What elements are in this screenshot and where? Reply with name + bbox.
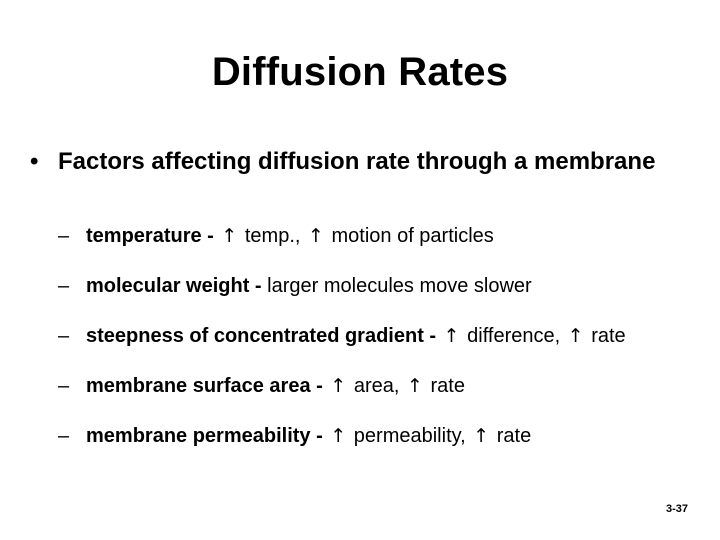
sub-bullet-term: temperature - [86,225,214,247]
up-arrow-icon: ↑ [407,375,423,397]
sub-bullet-item [58,220,718,270]
dash-marker: – [58,375,70,397]
page-number: 3-37 [665,503,688,515]
sub-bullet-item [58,270,718,320]
sub-bullet-item [58,370,718,420]
dash-marker: – [58,425,70,447]
up-arrow-icon: ↑ [308,225,324,247]
up-arrow-icon: ↑ [567,325,584,347]
sub-bullet-detail: rate [430,375,465,397]
sub-bullet-detail: permeability, [353,425,466,447]
dash-marker: – [58,225,70,247]
sub-bullet-detail: rate [591,325,626,347]
dash-marker: – [58,275,70,297]
sub-bullet-list [58,220,718,470]
sub-bullet-detail: temp., [244,225,301,247]
sub-bullet-detail: larger molecules move slower [267,275,532,297]
sub-bullet-item [58,320,718,370]
bullet-marker: • [30,148,39,175]
up-arrow-icon: ↑ [443,325,460,347]
sub-bullet-term: steepness of concentrated gradient - [86,325,437,347]
sub-bullet-term: molecular weight - [86,275,262,297]
up-arrow-icon: ↑ [330,425,347,447]
slide-title: Diffusion Rates [211,50,509,94]
up-arrow-icon: ↑ [221,225,238,247]
sub-bullet-detail: rate [496,425,532,447]
sub-bullet-detail: motion of particles [331,225,494,247]
up-arrow-icon: ↑ [330,375,347,397]
sub-bullet-term: membrane permeability - [86,425,323,447]
main-bullet [30,146,670,178]
up-arrow-icon: ↑ [473,425,490,447]
dash-marker: – [58,325,70,347]
main-bullet-text: Factors affecting diffusion rate through a membrane [58,148,656,175]
sub-bullet-detail: area, [353,375,400,397]
sub-bullet-item [58,420,718,470]
sub-bullet-detail: difference, [467,325,561,347]
sub-bullet-term: membrane surface area - [86,375,323,397]
